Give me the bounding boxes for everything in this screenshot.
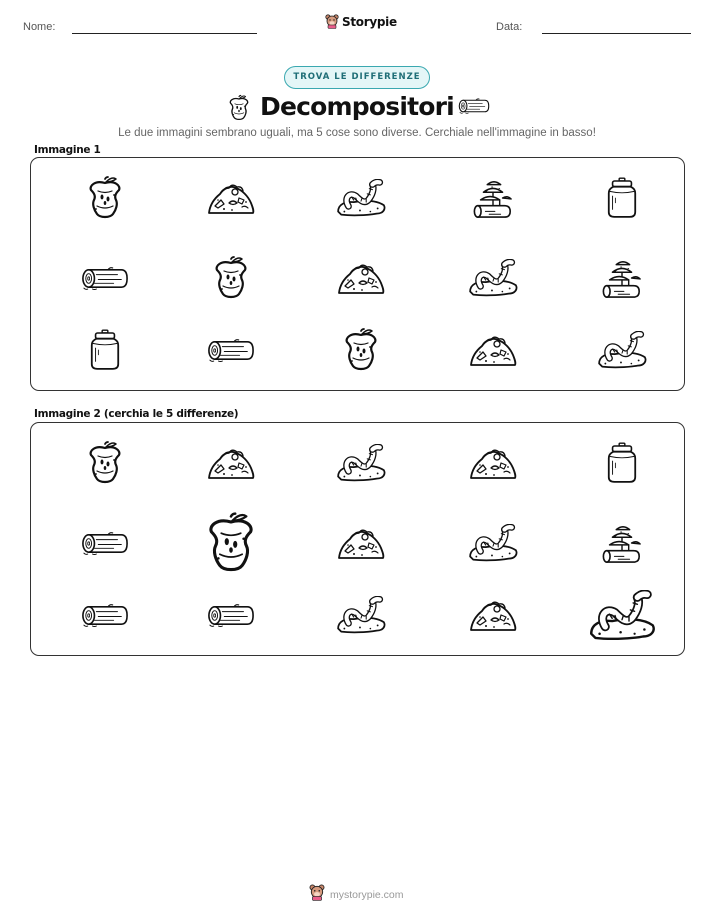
apple-core-icon: [189, 243, 273, 313]
name-label: Nome:: [23, 21, 56, 33]
apple-core-icon: [319, 315, 403, 385]
compost-pile-icon: [319, 243, 403, 313]
apple-core-icon[interactable]: [63, 428, 147, 498]
worm-icon: [580, 315, 664, 385]
mushroom-log-icon: [451, 163, 535, 233]
footer: [0, 884, 714, 904]
compost-pile-icon: [451, 315, 535, 385]
brand-name: Storypie: [342, 14, 397, 29]
compost-pile-icon[interactable]: [189, 428, 273, 498]
header-bar: [0, 14, 714, 44]
jar-icon: [580, 163, 664, 233]
log-icon[interactable]: [63, 508, 147, 578]
mushroom-log-icon[interactable]: [580, 508, 664, 578]
worm-icon[interactable]: [319, 428, 403, 498]
worm-icon[interactable]: [580, 580, 664, 650]
compost-pile-icon[interactable]: [451, 428, 535, 498]
image1-panel: [30, 157, 685, 391]
apple-core-icon[interactable]: [189, 508, 273, 578]
apple-core-icon: [63, 163, 147, 233]
log-icon: [189, 315, 273, 385]
name-field-line[interactable]: [72, 33, 257, 34]
worm-icon[interactable]: [451, 508, 535, 578]
log-icon[interactable]: [63, 580, 147, 650]
title-row: [0, 92, 714, 128]
image2-panel[interactable]: [30, 422, 685, 656]
bear-logo-icon: [309, 884, 325, 905]
worm-icon: [451, 243, 535, 313]
jar-icon[interactable]: [580, 428, 664, 498]
activity-badge: TROVA LE DIFFERENZE: [284, 66, 430, 89]
jar-icon: [63, 315, 147, 385]
compost-pile-icon: [189, 163, 273, 233]
worm-icon[interactable]: [319, 580, 403, 650]
footer-url: mystorypie.com: [330, 889, 404, 901]
compost-pile-icon[interactable]: [451, 580, 535, 650]
bear-logo-icon: [325, 14, 339, 29]
compost-pile-icon[interactable]: [319, 508, 403, 578]
date-label: Data:: [496, 21, 523, 33]
date-field-line[interactable]: [542, 33, 691, 34]
instructions: Le due immagini sembrano uguali, ma 5 cose sono diverse. Cerchiale nell'immagine in basso!: [118, 127, 596, 139]
log-icon[interactable]: [189, 580, 273, 650]
worm-icon: [319, 163, 403, 233]
brand-logo: [325, 14, 397, 29]
image1-label: Immagine 1: [34, 144, 101, 156]
mushroom-log-icon: [580, 243, 664, 313]
log-icon: [63, 243, 147, 313]
log-icon: [458, 97, 490, 119]
image2-label: Immagine 2 (cerchia le 5 differenze): [34, 408, 239, 420]
page-title: Decompositori: [260, 92, 454, 121]
